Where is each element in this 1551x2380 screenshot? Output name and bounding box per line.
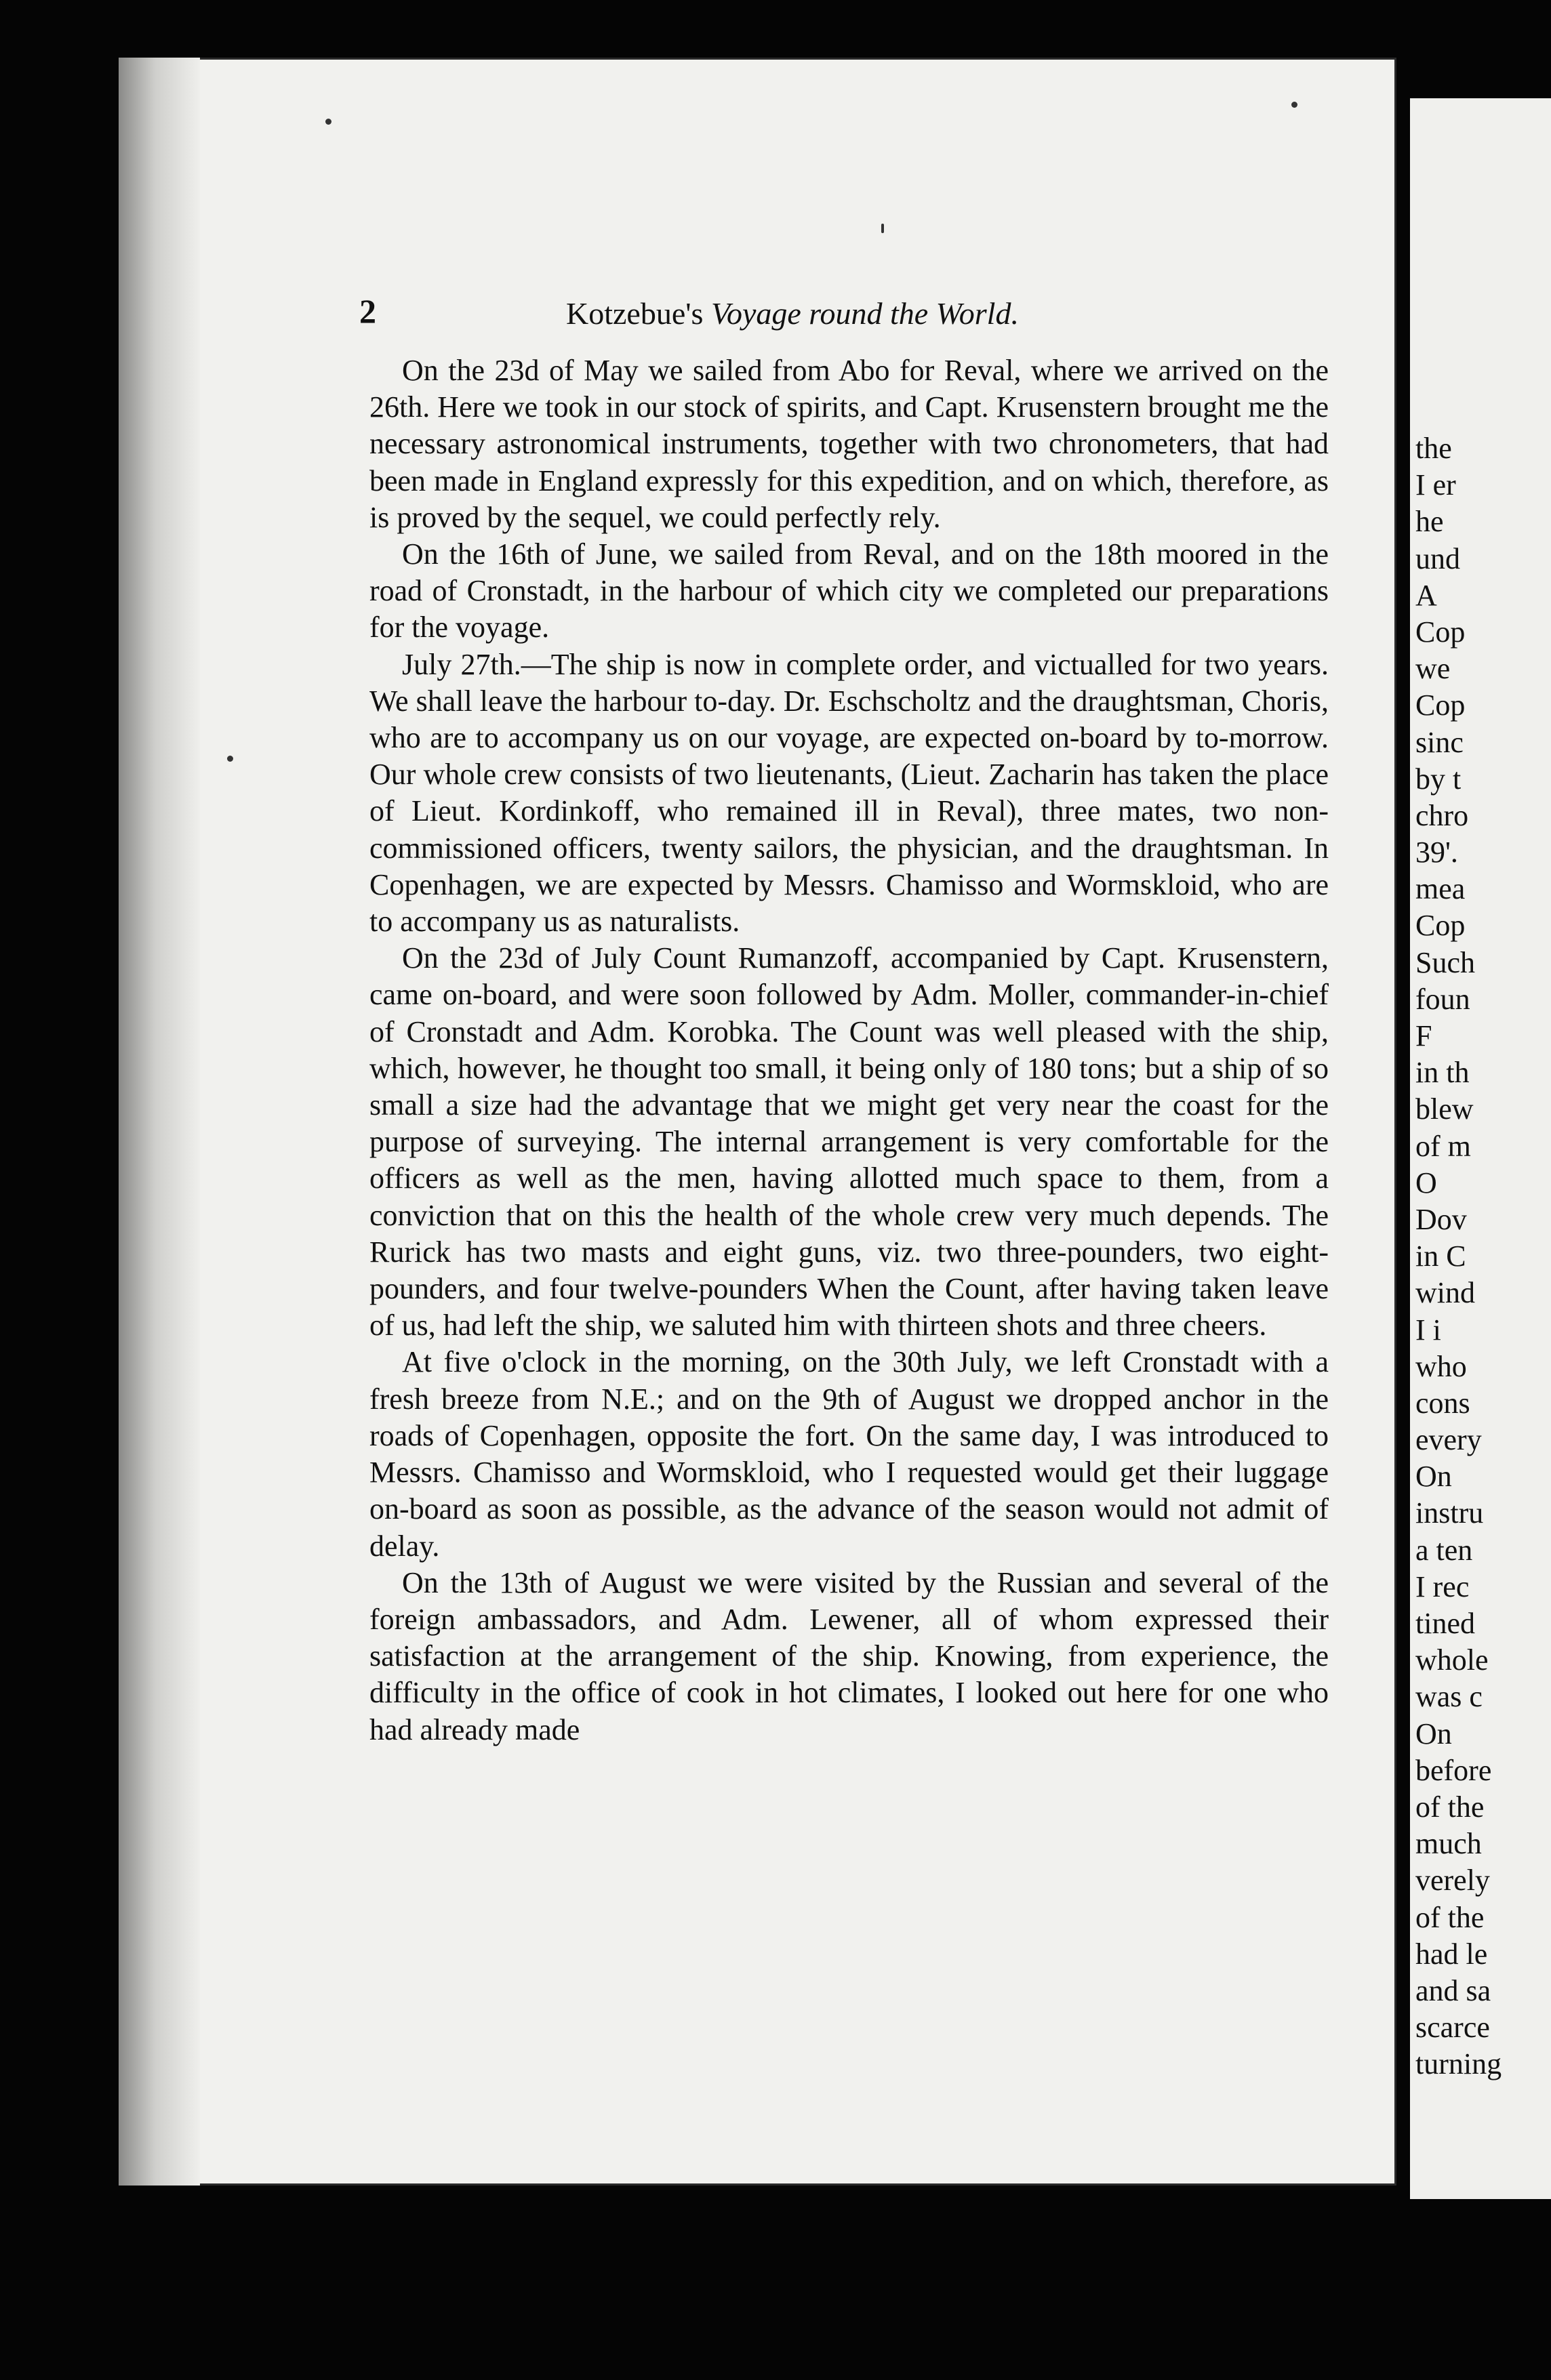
facing-line: I i xyxy=(1415,1313,1441,1347)
facing-line: F xyxy=(1415,1019,1432,1052)
facing-line: who xyxy=(1415,1349,1467,1383)
ink-speck xyxy=(227,756,233,762)
facing-line: und xyxy=(1415,541,1460,575)
paragraph: On the 16th of June, we sailed from Reval, and on the 18th moored in the road of Cronstadt, in the harbour of which city we completed our preparations for the voyage. xyxy=(369,537,1329,644)
facing-line: tined xyxy=(1415,1607,1475,1640)
facing-page-text xyxy=(1415,430,1502,2082)
facing-line: and sa xyxy=(1415,1973,1491,2007)
facing-line: I er xyxy=(1415,468,1456,502)
facing-line: we xyxy=(1415,652,1451,686)
facing-line: scarce xyxy=(1415,2011,1490,2045)
facing-line: wind xyxy=(1415,1276,1475,1310)
facing-line: verely xyxy=(1415,1864,1490,1897)
facing-page xyxy=(1410,98,1551,2199)
facing-line: was c xyxy=(1415,1680,1483,1714)
paragraph: At five o'clock in the morning, on the 30th July, we left Cronstadt with a fresh breeze from N.E.; and on the 9th of August we dropped anchor in the roads of Copenhagen, opposite the fort. On the same day, I was introduced to Messrs. Chamisso and Wormskloid, who I requested would get their luggage on-board as soon as possible, as the advance of the season would not admit of delay. xyxy=(369,1345,1329,1563)
facing-line: of the xyxy=(1415,1900,1485,1934)
facing-line: instru xyxy=(1415,1496,1484,1530)
facing-line: of the xyxy=(1415,1790,1485,1824)
facing-line: I rec xyxy=(1415,1569,1470,1603)
facing-line: of m xyxy=(1415,1129,1471,1163)
ink-speck xyxy=(325,119,331,125)
facing-line: by t xyxy=(1415,762,1462,796)
facing-line: cons xyxy=(1415,1386,1470,1420)
facing-line: blew xyxy=(1415,1092,1474,1126)
facing-line: the xyxy=(1415,432,1452,465)
facing-line: sinc xyxy=(1415,725,1464,759)
ink-speck xyxy=(1291,102,1297,108)
facing-line: had le xyxy=(1415,1937,1488,1971)
facing-line: O xyxy=(1415,1166,1437,1199)
facing-line: mea xyxy=(1415,872,1466,906)
body-text xyxy=(369,352,1329,1748)
facing-line: a ten xyxy=(1415,1533,1473,1567)
facing-line: On xyxy=(1415,1460,1452,1494)
facing-line: A xyxy=(1415,578,1437,612)
facing-line: every xyxy=(1415,1423,1482,1457)
ink-speck xyxy=(881,224,884,233)
running-head-author: Kotzebue's xyxy=(566,296,711,331)
facing-line: whole xyxy=(1415,1643,1489,1677)
facing-line: chro xyxy=(1415,798,1469,832)
running-head-title: Voyage round the World. xyxy=(710,296,1019,331)
facing-line: turning xyxy=(1415,2047,1502,2081)
facing-line: before xyxy=(1415,1753,1492,1787)
facing-line: in C xyxy=(1415,1239,1466,1273)
facing-line: Cop xyxy=(1415,615,1466,649)
paragraph: On the 23d of July Count Rumanzoff, accompanied by Capt. Krusenstern, came on-board, and were soon followed by Adm. Moller, commander-in-chief of Cronstadt and Adm. Korobka. The Count was well pleased with the ship, which, however, he thought too small, it being only of 180 tons; but a ship of so small a size had the advantage that we might get very near the coast for the purpose of surveying. The internal arrangement is very comfortable for the officers as well as the men, having allotted much space to them, from a conviction that on this the health of the whole crew very much depends. The Rurick has two masts and eight guns, viz. two three-pounders, two eight-pounders, and four twelve-pounders When the Count, after having taken leave of us, had left the ship, we saluted him with thirteen shots and three cheers. xyxy=(369,941,1329,1342)
facing-line: Dov xyxy=(1415,1202,1467,1236)
facing-line: Cop xyxy=(1415,909,1466,943)
page-number: 2 xyxy=(359,292,376,330)
paragraph: On the 13th of August we were visited by the Russian and several of the foreign ambassadors, and Adm. Lewener, all of whom expressed their satisfaction at the arrangement of the ship. Knowing, from experience, the difficulty in the office of cook in hot climates, I looked out here for one who had already made xyxy=(369,1565,1329,1746)
running-head xyxy=(566,295,1019,331)
facing-line: On xyxy=(1415,1717,1452,1750)
page-gutter-shadow xyxy=(119,58,200,2186)
facing-line: Cop xyxy=(1415,689,1466,722)
facing-line: much xyxy=(1415,1827,1482,1861)
paragraph: July 27th.—The ship is now in complete order, and victualled for two years. We shall leave the harbour to-day. Dr. Eschscholtz and the draughtsman, Choris, who are to accompany us on our voyage, are expected on-board by to-morrow. Our whole crew consists of two lieutenants, (Lieut. Zacharin has taken the place of Lieut. Kordinkoff, who remained ill in Reval), three mates, two non-commissioned officers, twenty sailors, the physician, and the draughtsman. In Copenhagen, we are expected by Messrs. Chamisso and Wormskloid, who are to accompany us as naturalists. xyxy=(369,647,1329,939)
paragraph: On the 23d of May we sailed from Abo for Reval, where we arrived on the 26th. Here we took in our stock of spirits, and Capt. Krusenstern brought me the necessary astronomical instruments, together with two chronometers, that had been made in England expressly for this expedition, and on which, therefore, as is proved by the sequel, we could perfectly rely. xyxy=(369,354,1329,534)
facing-line: foun xyxy=(1415,982,1470,1016)
facing-line: he xyxy=(1415,505,1444,539)
facing-line: 39'. xyxy=(1415,836,1458,869)
facing-line: Such xyxy=(1415,945,1475,979)
facing-line: in th xyxy=(1415,1056,1470,1090)
